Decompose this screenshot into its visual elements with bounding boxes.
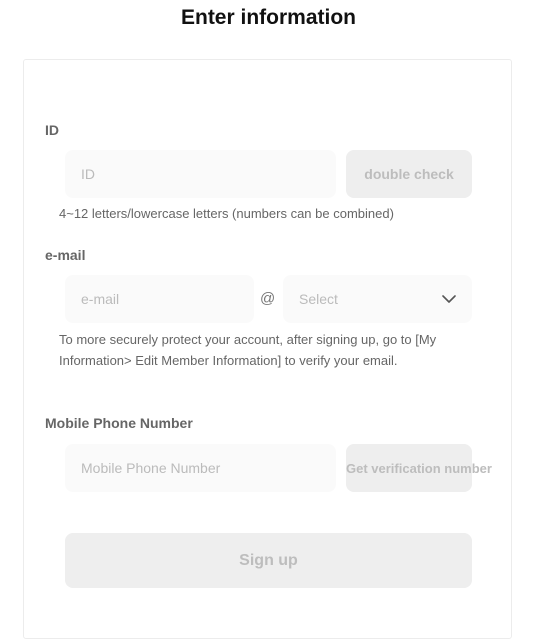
phone-input[interactable] [81, 444, 336, 492]
id-hint: 4~12 letters/lowercase letters (numbers can be combined) [59, 206, 394, 221]
signup-button[interactable]: Sign up [65, 533, 472, 588]
phone-label: Mobile Phone Number [45, 415, 193, 431]
email-field-wrapper [65, 275, 254, 323]
page-title: Enter information [180, 6, 356, 29]
id-input[interactable] [81, 150, 336, 198]
get-verification-number-button[interactable]: Get verification number [346, 444, 472, 492]
chevron-down-icon [442, 295, 456, 304]
phone-field-wrapper [65, 444, 336, 492]
email-hint: To more securely protect your account, after signing up, go to [My Information> Edit Member Information] to verify your email. [59, 332, 437, 368]
email-domain-select[interactable] [283, 275, 472, 323]
email-input[interactable] [81, 275, 254, 323]
double-check-button[interactable]: double check [346, 150, 472, 198]
id-label: ID [45, 122, 59, 138]
at-symbol: @ [260, 290, 276, 307]
email-label: e-mail [45, 247, 86, 263]
email-domain-select-value: Select [299, 291, 338, 307]
id-field-wrapper [65, 150, 336, 198]
